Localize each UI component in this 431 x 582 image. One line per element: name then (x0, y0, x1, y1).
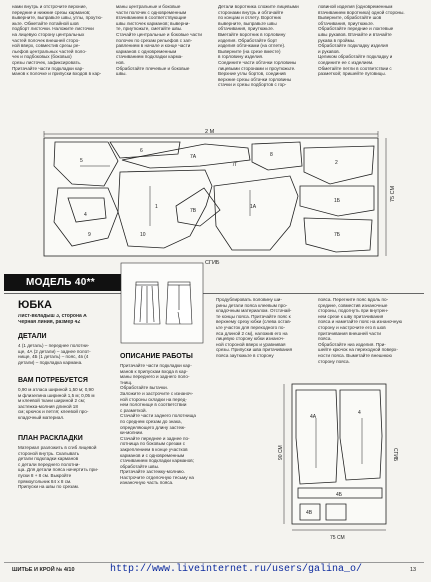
pattern-piece-label: 6 (140, 148, 143, 154)
pattern-piece-label: 8 (270, 152, 273, 158)
pattern-top-width-label: 2 М (205, 129, 215, 135)
footer-magazine: ШИТЬЕ И КРОЙ № 4/10 (12, 567, 75, 573)
pattern-piece-label: 5 (80, 158, 83, 164)
pattern-piece-label: 4 (84, 212, 87, 218)
pattern-piece-label: 4А (310, 414, 317, 420)
pattern-piece-label: 9 (88, 232, 91, 238)
pattern-piece-label: 7А (190, 154, 197, 160)
pattern-piece-label: 4 (358, 410, 361, 416)
pattern-layout-top (0, 126, 431, 271)
text-column-1: нами внутрь и отстрочите верхние, передние и нижние срезы карманов; выверните, выправьте швы, углы, проутю- жьте. Обметайте потайной шов подборт листочки. Наложите листочки на лицевую сторону центральных частей полочек внешней сторо- ной вверх, совместив срезы ре- льефов центральных частей поло- чек и подбоковых (боковых) срезы листочек, зафиксировать. Притачайте части подкладки кар- манов к полочке и припуски входов в кар- (12, 4, 103, 77)
text-column-belt-2: пояса. Перегните пояс вдоль по- средине, совместив изнаночные стороны, подогнуть при внутрен- нем срезе к шву притачивания пояса и наметайте пояс на изнаночную сторону и настрочите его в шов притачивания внешней части пояса. Обработайте низ изделия. При- шейте крючок на переходной поверх- ности пояса. Выметайте внешнюю сторону пояса. (318, 297, 403, 364)
text-column-belt-1: Продублировать половину ши- рины детали пояса клеевым про- кладочным материалом. Отстачай- те концы пояса. Притачайте пояс к верхнему срезу юбки (слева остав- ьте участок для переходного по- яса длиной 2 см), наложив его на лицевую сторону юбки изнаноч- ной стороной вверх и уравнивая срезы. Припуски шва притачивания пояса заутюжьте в сторону (216, 297, 293, 358)
details-text: 4 (1 деталь) – переднее полотни- ще, 4А (2 детали) – заднее полот- нище, 4Б (1 деталь) – пояс, 4в (4 детали) – подкладка кармана. (18, 343, 91, 365)
description-text: Притачайте части подкладки кар- манов к припускам входа в кар- маны переднего и заднего поло- тнищ. Обработайте вытачки. Заложите и застрочите с изнаноч- ной стороны складки на перед- нем полотнище в соответствии с разметкой. Стачайте части заднего полотнища по среднем срезам до знака, определяющего длину застеж- ки-молнии. Стачайте переднее и заднее по- лотнища по боковым срезам с закреплением в конце участков карманов и с одновременным стачиванием подкладки карманов; обработайте швы. Притачайте застежку-молнию. Настрочите отделочную тесьму на изнаночную часть пояса. (120, 363, 196, 486)
text-column-3: Детали воротника сложите лицевыми сторонами внутрь и обтачайте по концам и отлету. Воротник выверните, выправьте швы обтачивания, приутюжьте. Вметайте воротник в горловину изделия. Обработайте борт изделия обтачками (на отлете). Выверните (на срезе вместе) в горловину изделия. Соедините части обтачки горловины лицевыми сторонами и проутюжьте. Верхние углы бортов, соединив верхние срезы обтачки горловины стачки и срезы подбортов с гор- (218, 4, 299, 88)
model-banner: МОДЕЛЬ 40** (4, 274, 166, 291)
pattern-piece-label: 7Г (232, 162, 238, 168)
pattern-piece-label: 4Б (336, 492, 343, 498)
pattern-piece-label: 7В (190, 208, 197, 214)
pattern-piece-label: 2 (335, 160, 338, 166)
description-heading: ОПИСАНИЕ РАБОТЫ (120, 353, 193, 360)
pattern-piece-label: 7Б (334, 232, 341, 238)
pattern-bottom-fold-label: СГИБ (392, 448, 398, 462)
materials-text: 0,90 м атласа шириной 1,50 м; 0,90 м флизелина шириной 1,5 м; 0,05 м м клеевой ткани шириной 2 см; застежка-молния длиной 18 см; крючок и петля; клеевой про- кладочный материал. (18, 387, 95, 420)
pattern-piece-label: 1Б (334, 198, 341, 204)
details-heading: ДЕТАЛИ (18, 333, 47, 340)
text-column-2: маны центральные и боковые части полочек с одновременным втачиванием в соответствующие швы листочек карманов; выверни- те, приутюжьте, сметайте швы. Стачайте центральные и боковые части полочек по срезам рельефов с зап- равлением в начале и конце части карманов с одновременным стачиванием подкладки карма- нов. Обработайте плечевые и боковые швы. (116, 4, 202, 77)
layout-heading: ПЛАН РАСКЛАДКИ (18, 435, 83, 442)
footer-url[interactable]: http://www.liveinternet.ru/users/galina_o/ (110, 564, 363, 575)
pattern-top-fold-label: СГИБ (205, 260, 220, 266)
pattern-piece-label: 4В (306, 510, 313, 516)
pattern-bottom-height-label: 90 СМ (278, 445, 284, 460)
page-number: 13 (410, 567, 417, 573)
divider (4, 293, 424, 294)
pattern-piece-label: 1А (250, 204, 257, 210)
pattern-bottom-width-label: 75 СМ (330, 535, 345, 541)
pattern-top-height-label: 75 СМ (390, 185, 396, 202)
layout-text: Материал разложить в сгиб лицевой стороной внутрь. Скалывать детали подкладки карманов с детали переднего полотни- ща. Для детали пояса начертить при- пуски 8 + 8 см. Выкройте прямоугольник 84 х 8 см. Припуски на швы по срезам. (18, 445, 99, 490)
skirt-illustration (120, 262, 204, 344)
pattern-piece-label: 10 (140, 232, 146, 238)
pattern-line: Черная линия, размер 42 (18, 320, 81, 325)
text-column-4: ловиной изделия (одновременным втачиванием воротника) одной стороны. Выверните, обработайте шов обтачивания, приутюжьте. Обработайте передние и локтевые швы рукавов. Втачайте и втачайте рукава в проймы. Обработайте подкладку изделия и рукавов. Целиком обработайте подкладку и соедините ее с изделием. Обметайте петли в соответствии с разметкой; пришейте пуговицы. (318, 4, 405, 77)
footer-divider (4, 562, 424, 563)
pattern-piece-label: 1 (155, 204, 158, 210)
pattern-layout-bottom (276, 378, 428, 548)
model-title: ЮБКА (18, 299, 52, 311)
materials-heading: ВАМ ПОТРЕБУЕТСЯ (18, 377, 88, 384)
pattern-sheet: Лист-вкладыш 3, сторона А (18, 314, 87, 319)
